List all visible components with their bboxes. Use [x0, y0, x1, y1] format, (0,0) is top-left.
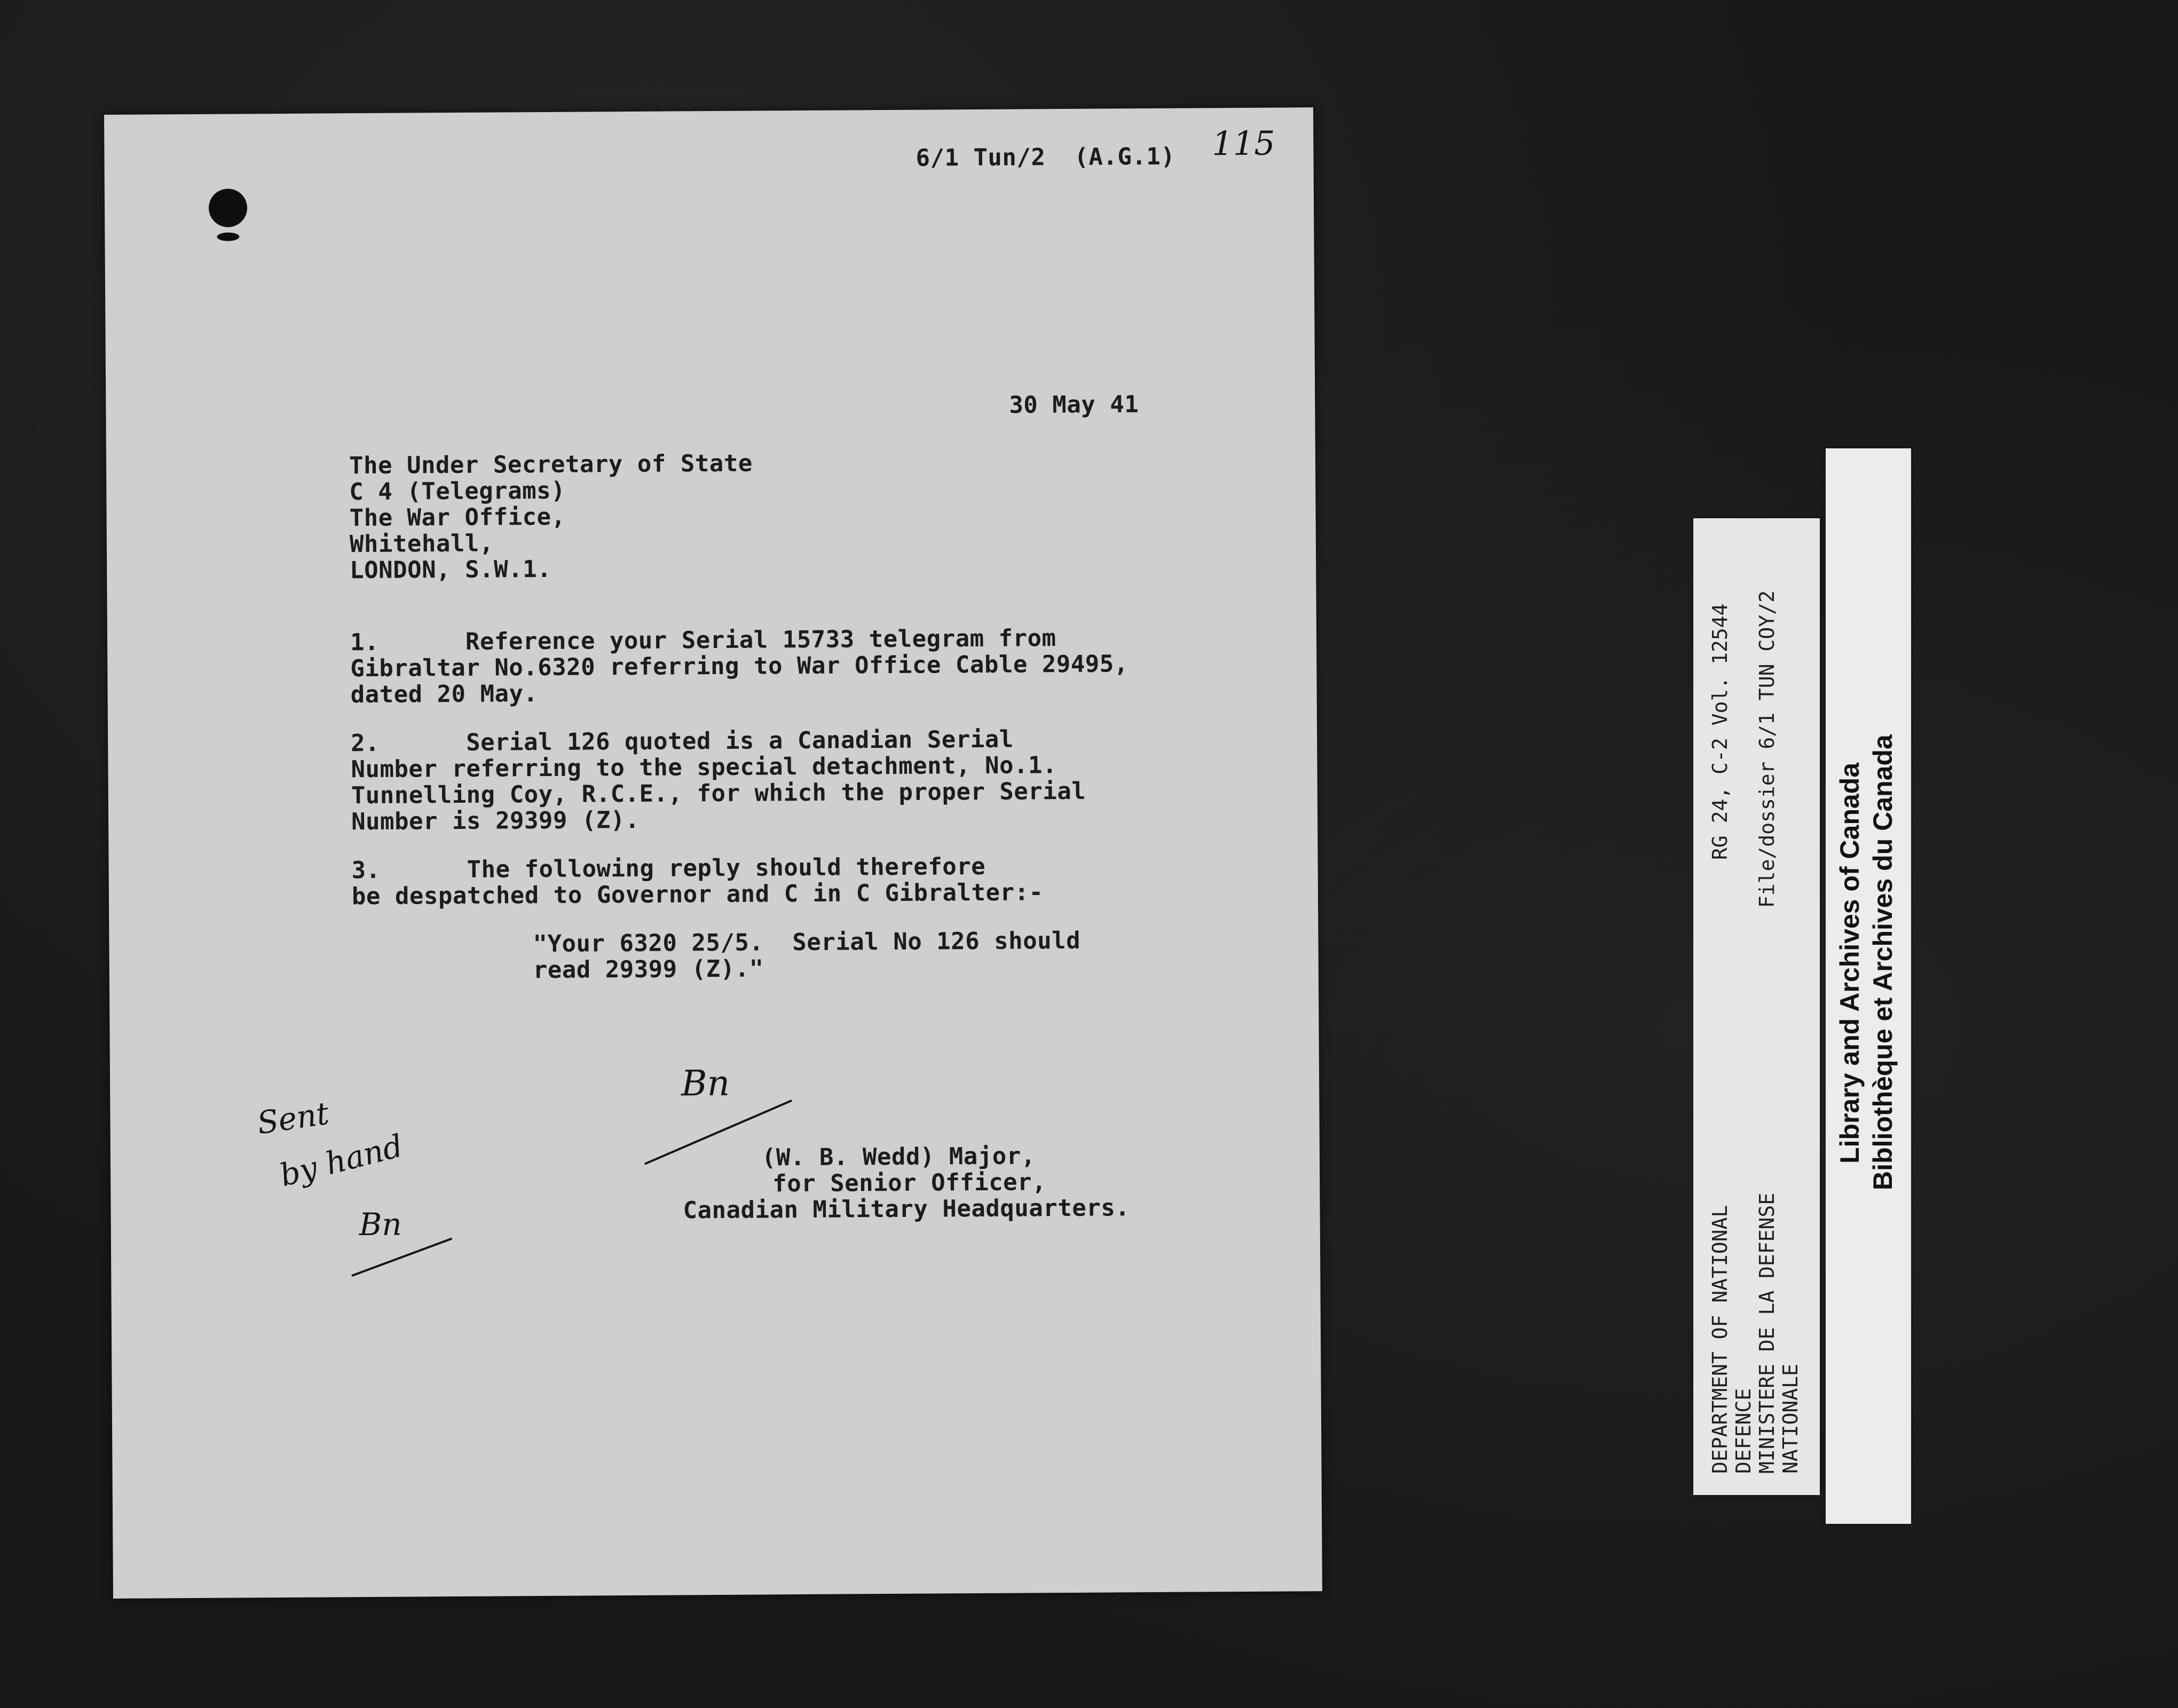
department-line: MINISTERE DE LA DEFENSE — [1755, 1192, 1779, 1474]
paragraph-line: Tunnelling Coy, R.C.E., for which the proper Serial — [351, 777, 1086, 810]
handwritten-note-line: by hand — [276, 1127, 407, 1194]
recipient-line: The Under Secretary of State — [349, 449, 753, 480]
institution-english: Library and Archives of Canada — [1835, 762, 1865, 1164]
file-reference: 6/1 Tun/2 (A.G.1) — [916, 143, 1175, 172]
paragraph-line: Number referring to the special detachment, No.1. — [351, 752, 1058, 784]
signature-line-text: for Senior Officer, — [772, 1168, 1047, 1198]
institution-label — [1826, 448, 1911, 1524]
signature-line-text: Canadian Military Headquarters. — [683, 1194, 1130, 1224]
department-line: DEPARTMENT OF NATIONAL — [1708, 1205, 1732, 1474]
paragraph-line: Number is 29399 (Z). — [351, 806, 640, 836]
label-file-reference: File/dossier 6/1 TUN COY/2 — [1755, 590, 1779, 908]
paragraph-line: Gibraltar No.6320 referring to War Office Cable 29495, — [350, 650, 1129, 683]
recipient-line: Whitehall, — [349, 529, 494, 558]
letter-page — [104, 107, 1322, 1599]
institution-french: Bibliothèque et Archives du Canada — [1868, 734, 1898, 1190]
punch-mark — [217, 232, 239, 241]
recipient-line: LONDON, S.W.1. — [350, 555, 552, 584]
paragraph-line: 3. The following reply should therefore — [351, 852, 986, 884]
recipient-line: The War Office, — [349, 503, 566, 532]
quoted-line: "Your 6320 25/5. Serial No 126 should — [533, 927, 1081, 958]
paragraph-line: 1. Reference your Serial 15733 telegram from — [350, 624, 1056, 657]
letter-date: 30 May 41 — [1009, 391, 1139, 419]
signature-line-text: (W. B. Wedd) Major, — [761, 1142, 1036, 1172]
department-line: DEFENCE — [1732, 1388, 1755, 1474]
handwritten-note-initials: Bn — [359, 1206, 402, 1243]
quoted-line: read 29399 (Z)." — [533, 955, 764, 984]
signature-initials: Bn — [681, 1062, 730, 1104]
initials-stroke — [351, 1238, 452, 1277]
folio-number: 115 — [1212, 123, 1275, 163]
department-line: NATIONALE — [1779, 1364, 1802, 1474]
archive-reference-label — [1693, 518, 1820, 1495]
paragraph-line: dated 20 May. — [350, 680, 538, 709]
handwritten-note-line: Sent — [255, 1095, 332, 1142]
volume-reference: RG 24, C-2 Vol. 12544 — [1708, 603, 1732, 860]
paragraph-line: 2. Serial 126 quoted is a Canadian Serial — [351, 725, 1014, 757]
paragraph-line: be despatched to Governor and C in C Gibralter:- — [351, 879, 1044, 911]
punch-hole — [209, 188, 247, 227]
recipient-line: C 4 (Telegrams) — [349, 477, 566, 506]
